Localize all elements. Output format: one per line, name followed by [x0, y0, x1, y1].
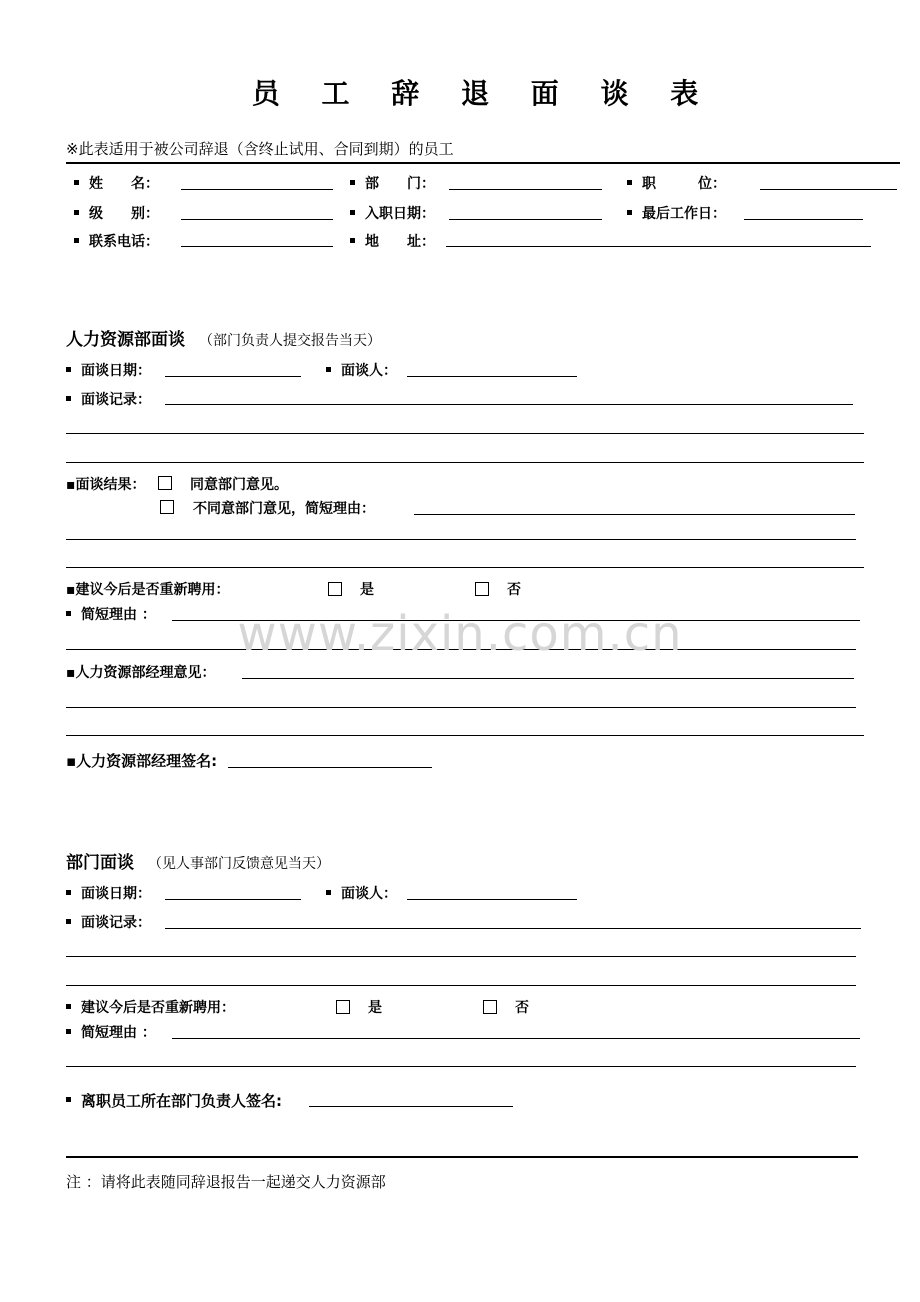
- dept-signature-label: 离职员工所在部门负责人签名:: [66, 1090, 282, 1111]
- dept-reason-line-1[interactable]: [172, 1038, 860, 1039]
- top-divider: [66, 162, 900, 164]
- phone-field-label: 联系电话：: [74, 231, 159, 251]
- bullet-icon: [627, 180, 632, 185]
- form-title: 员 工 辞 退 面 谈 表: [251, 77, 715, 110]
- phone-field[interactable]: [181, 246, 333, 247]
- department-field-label: 部 门：: [350, 173, 435, 193]
- dept-record-label: 面谈记录：: [66, 912, 151, 932]
- bullet-icon: [74, 180, 79, 185]
- dept-rehire-label: 建议今后是否重新聘用：: [66, 997, 235, 1017]
- dept-section-heading: 部门面谈 （见人事部门反馈意见当天）: [66, 853, 330, 873]
- dept-section-heading-note: （见人事部门反馈意见当天）: [148, 856, 330, 872]
- hire-date-field-label: 入职日期：: [350, 203, 435, 223]
- bullet-icon: [66, 1097, 71, 1102]
- bullet-icon: [66, 1004, 71, 1009]
- bullet-icon: [326, 367, 331, 372]
- dept-rehire-yes-checkbox[interactable]: [336, 1000, 350, 1014]
- name-field-label: 姓 名：: [74, 173, 159, 193]
- disagree-reason-line-1[interactable]: [414, 514, 855, 515]
- bullet-icon: [74, 238, 79, 243]
- disagree-checkbox[interactable]: [160, 500, 174, 514]
- bullet-icon: [350, 210, 355, 215]
- disagree-label: 不同意部门意见，简短理由：: [193, 501, 375, 517]
- bullet-icon: [627, 210, 632, 215]
- dept-record-line-2[interactable]: [66, 956, 856, 957]
- bullet-icon: [66, 396, 71, 401]
- position-field-label: 职 位：: [627, 173, 726, 193]
- bottom-divider: [66, 1156, 858, 1158]
- disagree-reason-line-3[interactable]: [66, 567, 864, 568]
- hr-section-heading-note: （部门负责人提交报告当天）: [199, 333, 381, 349]
- address-field-label: 地 址：: [350, 231, 435, 251]
- name-field[interactable]: [181, 189, 333, 190]
- dept-reason-label: 简短理由 ：: [66, 1022, 156, 1042]
- hr-record-line-3[interactable]: [66, 462, 864, 463]
- hr-date-label: 面谈日期：: [66, 360, 151, 380]
- last-workday-field[interactable]: [744, 219, 863, 220]
- level-field[interactable]: [181, 219, 333, 220]
- hr-rehire-yes-checkbox[interactable]: [328, 582, 342, 596]
- hr-rehire-label: ▪建议今后是否重新聘用：: [66, 582, 230, 598]
- dept-interviewer-label: 面谈人：: [326, 883, 397, 903]
- hr-manager-signature-field[interactable]: [228, 767, 432, 768]
- bullet-icon: [66, 890, 71, 895]
- hr-manager-opinion-line-1[interactable]: [242, 678, 854, 679]
- dept-rehire-yes-label: 是: [368, 1000, 382, 1016]
- department-field[interactable]: [449, 189, 602, 190]
- hr-interviewer-label: 面谈人：: [326, 360, 397, 380]
- hr-result-label: ▪面谈结果：: [66, 477, 146, 493]
- address-field[interactable]: [446, 246, 871, 247]
- dept-date-label: 面谈日期：: [66, 883, 151, 903]
- dept-interviewer-field[interactable]: [407, 899, 577, 900]
- hr-manager-opinion-line-2[interactable]: [66, 707, 856, 708]
- dept-reason-line-2[interactable]: [66, 1066, 856, 1067]
- bullet-icon: [66, 919, 71, 924]
- dept-signature-field[interactable]: [309, 1106, 513, 1107]
- hr-record-line-1[interactable]: [165, 404, 853, 405]
- agree-checkbox[interactable]: [158, 476, 172, 490]
- applicability-note: ※此表适用于被公司辞退（含终止试用、合同到期）的员工: [66, 140, 454, 158]
- hr-reason-label: 简短理由 ：: [66, 604, 156, 624]
- hr-rehire-no-label: 否: [507, 582, 521, 598]
- position-field[interactable]: [760, 189, 897, 190]
- hire-date-field[interactable]: [449, 219, 602, 220]
- hr-manager-signature-label: ▪人力资源部经理签名:: [66, 752, 218, 770]
- hr-manager-opinion-label: ▪人力资源部经理意见：: [66, 665, 216, 681]
- watermark: www.zixin.com.cn: [237, 606, 683, 662]
- level-field-label: 级 别：: [74, 203, 159, 223]
- bullet-icon: [350, 180, 355, 185]
- hr-rehire-yes-label: 是: [360, 582, 374, 598]
- agree-label: 同意部门意见。: [190, 477, 288, 493]
- hr-rehire-no-checkbox[interactable]: [475, 582, 489, 596]
- hr-record-label: 面谈记录：: [66, 389, 151, 409]
- bullet-icon: [66, 1029, 71, 1034]
- hr-section-heading: 人力资源部面谈 （部门负责人提交报告当天）: [66, 330, 381, 350]
- dept-record-line-1[interactable]: [165, 928, 861, 929]
- bullet-icon: [350, 238, 355, 243]
- hr-interviewer-field[interactable]: [407, 376, 577, 377]
- last-workday-field-label: 最后工作日：: [627, 203, 726, 223]
- dept-date-field[interactable]: [165, 899, 301, 900]
- dept-rehire-no-label: 否: [515, 1000, 529, 1016]
- hr-record-line-2[interactable]: [66, 433, 864, 434]
- hr-date-field[interactable]: [165, 376, 301, 377]
- disagree-reason-line-2[interactable]: [66, 539, 856, 540]
- bullet-icon: [74, 210, 79, 215]
- bullet-icon: [326, 890, 331, 895]
- bullet-icon: [66, 367, 71, 372]
- dept-rehire-no-checkbox[interactable]: [483, 1000, 497, 1014]
- hr-manager-opinion-line-3[interactable]: [66, 735, 864, 736]
- dept-record-line-3[interactable]: [66, 985, 856, 986]
- footer-note: 注 ：请将此表随同辞退报告一起递交人力资源部: [66, 1173, 386, 1191]
